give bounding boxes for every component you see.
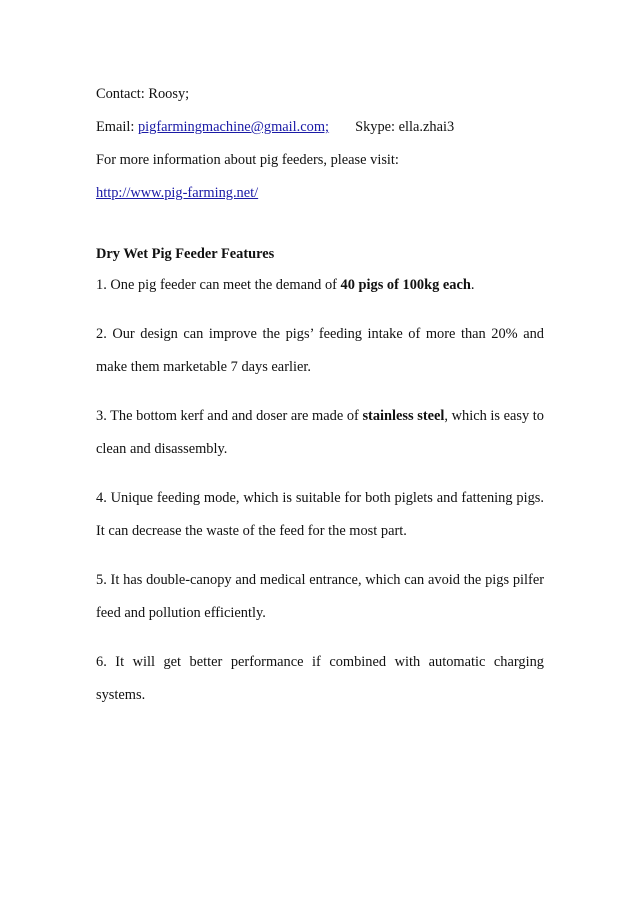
email-link[interactable]: pigfarmingmachine@gmail.com; [137, 119, 330, 135]
info-text: For more information about pig feeders, please visit: [96, 152, 399, 168]
info-line [96, 152, 544, 169]
section-heading: Dry Wet Pig Feeder Features [96, 246, 275, 262]
feature-item-3 [96, 400, 544, 466]
url-line [96, 185, 544, 202]
feature-3-bold: stainless steel [362, 408, 445, 424]
feature-1-bold: 40 pigs of 100kg each [340, 277, 471, 293]
skype-text: Skype: ella.zhai3 [355, 119, 455, 135]
feature-3-pre: 3. The bottom kerf and and doser are made of [96, 408, 363, 424]
feature-1-pre: 1. One pig feeder can meet the demand of [96, 277, 341, 293]
feature-3-post: , which is easy to clean and disassembly. [96, 408, 544, 457]
feature-1-post: . [470, 277, 475, 293]
feature-item-4: 4. Unique feeding mode, which is suitable for both piglets and fattening pigs. It can decrease the waste of the feed for the most part. [96, 490, 544, 539]
contact-line [96, 86, 544, 103]
feature-item-2: 2. Our design can improve the pigs’ feeding intake of more than 20% and make them marketable 7 days earlier. [96, 326, 544, 375]
feature-item-1 [96, 269, 544, 302]
document-content [96, 86, 544, 712]
feature-item-5: 5. It has double-canopy and medical entrance, which can avoid the pigs pilfer feed and pollution efficiently. [96, 572, 544, 621]
contact-label: Contact: Roosy; [96, 86, 190, 102]
email-label: Email: [96, 119, 138, 135]
website-link[interactable]: http://www.pig-farming.net/ [96, 185, 259, 201]
email-line [96, 119, 544, 136]
feature-item-6: 6. It will get better performance if combined with automatic charging systems. [96, 654, 544, 703]
